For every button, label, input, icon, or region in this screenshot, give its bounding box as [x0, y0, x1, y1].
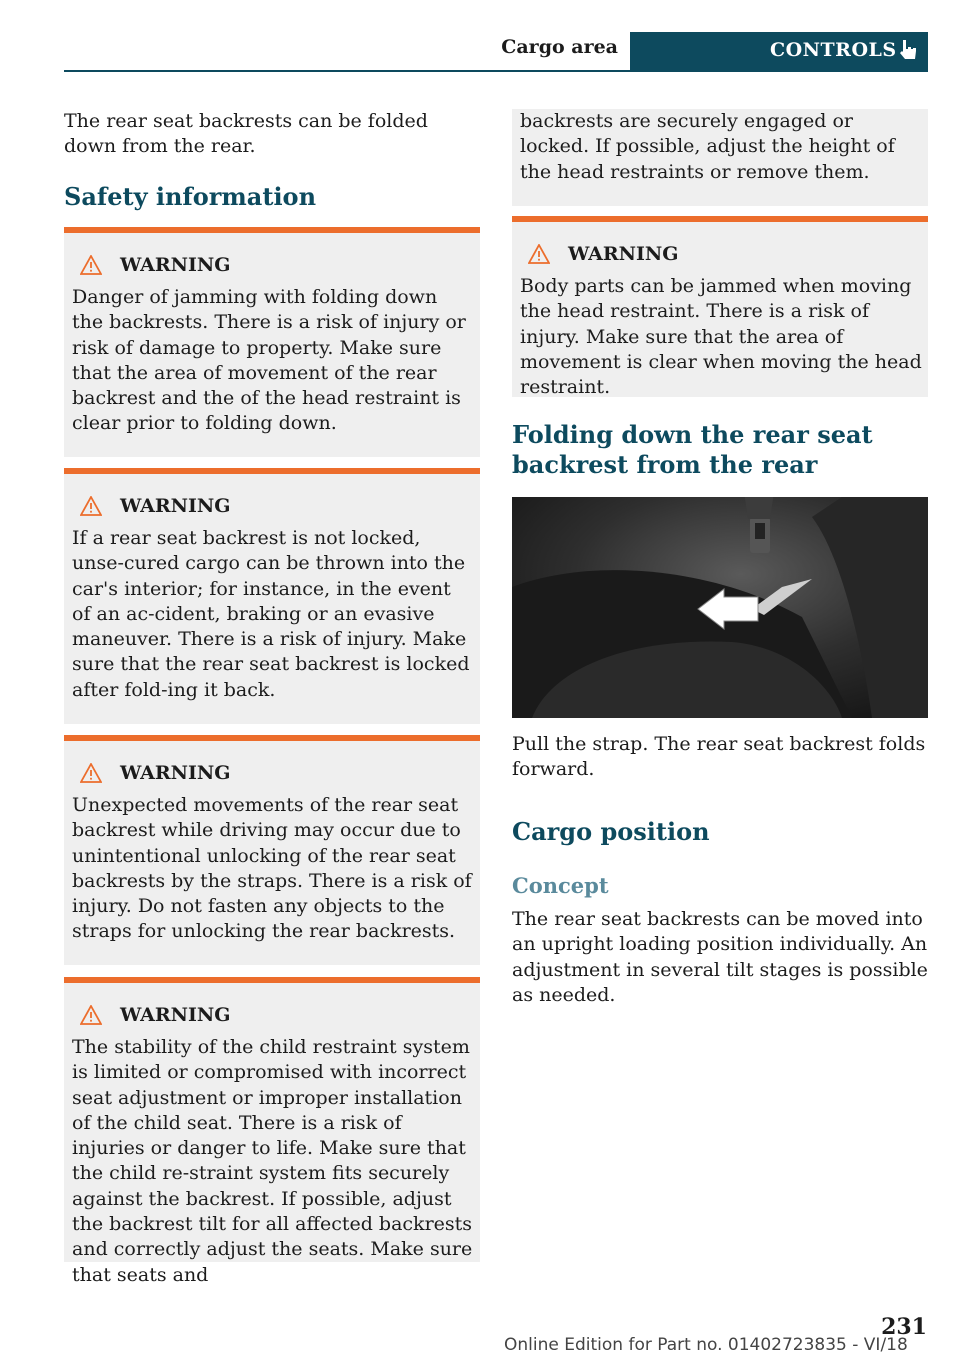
- cargo-position-heading: Cargo position: [512, 817, 710, 846]
- warning-label: WARNING: [120, 762, 231, 784]
- warning-box: [64, 468, 480, 724]
- warning-text: The stability of the child restraint system is limited or compromised with incorrect seat adjustment or improper installation of the child seat. There is a risk of injuries or danger to life. Make sure that the child re-straint system fits securely against the backrest. If possible, adjust the backrest tilt for all affected backrests and correctly adjust the seats. Make sure that seats and: [72, 1036, 473, 1286]
- header-chapter-tab: [630, 32, 928, 70]
- warning-header: [80, 254, 231, 276]
- warning-box: [64, 735, 480, 965]
- warning-box: [512, 216, 928, 397]
- warning-box: [64, 977, 480, 1286]
- warning-triangle-icon: [80, 496, 102, 516]
- warning-label: WARNING: [120, 254, 231, 276]
- warning-text: Unexpected movements of the rear seat backrest while driving may occur due to unintentional unlocking of the rear seat backrests by the straps. There is a risk of injury. Do not fasten any objects to the straps for unlocking the rear backrests.: [72, 794, 472, 943]
- header-chapter-label: CONTROLS: [770, 39, 897, 61]
- header-rule: [64, 70, 928, 72]
- warning-bar: [64, 227, 480, 233]
- safety-heading: Safety information: [64, 182, 317, 211]
- warning-label: WARNING: [120, 1004, 231, 1026]
- warning-header: [80, 1004, 231, 1026]
- page-number: 231: [881, 1314, 927, 1340]
- warning-bar: [64, 468, 480, 474]
- warning-bar: [64, 735, 480, 741]
- warning-box-continued: [512, 109, 928, 206]
- warning-text: If a rear seat backrest is not locked, unse-cured cargo can be thrown into the car's interior; for instance, in the event of an ac-cident, braking or an evasive maneuver. There is a risk of injury. Make sure that the rear seat backrest is locked after fold-ing it back.: [72, 527, 470, 701]
- warning-label: WARNING: [120, 495, 231, 517]
- intro-paragraph: The rear seat backrests can be folded down from the rear.: [64, 110, 428, 158]
- concept-heading: Concept: [512, 873, 609, 898]
- warning-label: WARNING: [568, 243, 679, 265]
- pull-strap-paragraph: Pull the strap. The rear seat backrest folds forward.: [512, 733, 926, 781]
- warning-text: Danger of jamming with folding down the backrests. There is a risk of injury or risk of damage to property. Make sure that the area of movement of the rear backrest and the of the head restraint is clear prior to folding down.: [72, 286, 466, 435]
- warning-header: [80, 495, 231, 517]
- warning-text: Body parts can be jammed when moving the head restraint. There is a risk of injury. Make sure that the area of movement is clear when moving the head restraint.: [520, 275, 922, 399]
- folding-heading: Folding down the rear seat backrest from the rear: [512, 420, 873, 479]
- edition-footer: Online Edition for Part no. 01402723835 - VI/18: [504, 1335, 908, 1355]
- warning-text: backrests are securely engaged or locked. If possible, adjust the height of the head restraints or remove them.: [520, 110, 895, 183]
- warning-triangle-icon: [80, 255, 102, 275]
- warning-triangle-icon: [528, 244, 550, 264]
- seat-strap-photo: [512, 497, 928, 718]
- concept-paragraph: The rear seat backrests can be moved into an upright loading position individually. An adjustment in several tilt stages is possible as needed.: [512, 908, 928, 1006]
- header-section-title: Cargo area: [501, 36, 618, 58]
- warning-header: [80, 762, 231, 784]
- warning-bar: [64, 977, 480, 983]
- hand-pointer-icon: [898, 39, 920, 63]
- warning-box: [64, 227, 480, 457]
- warning-triangle-icon: [80, 1005, 102, 1025]
- warning-header: [528, 243, 679, 265]
- warning-bar: [512, 216, 928, 222]
- warning-triangle-icon: [80, 763, 102, 783]
